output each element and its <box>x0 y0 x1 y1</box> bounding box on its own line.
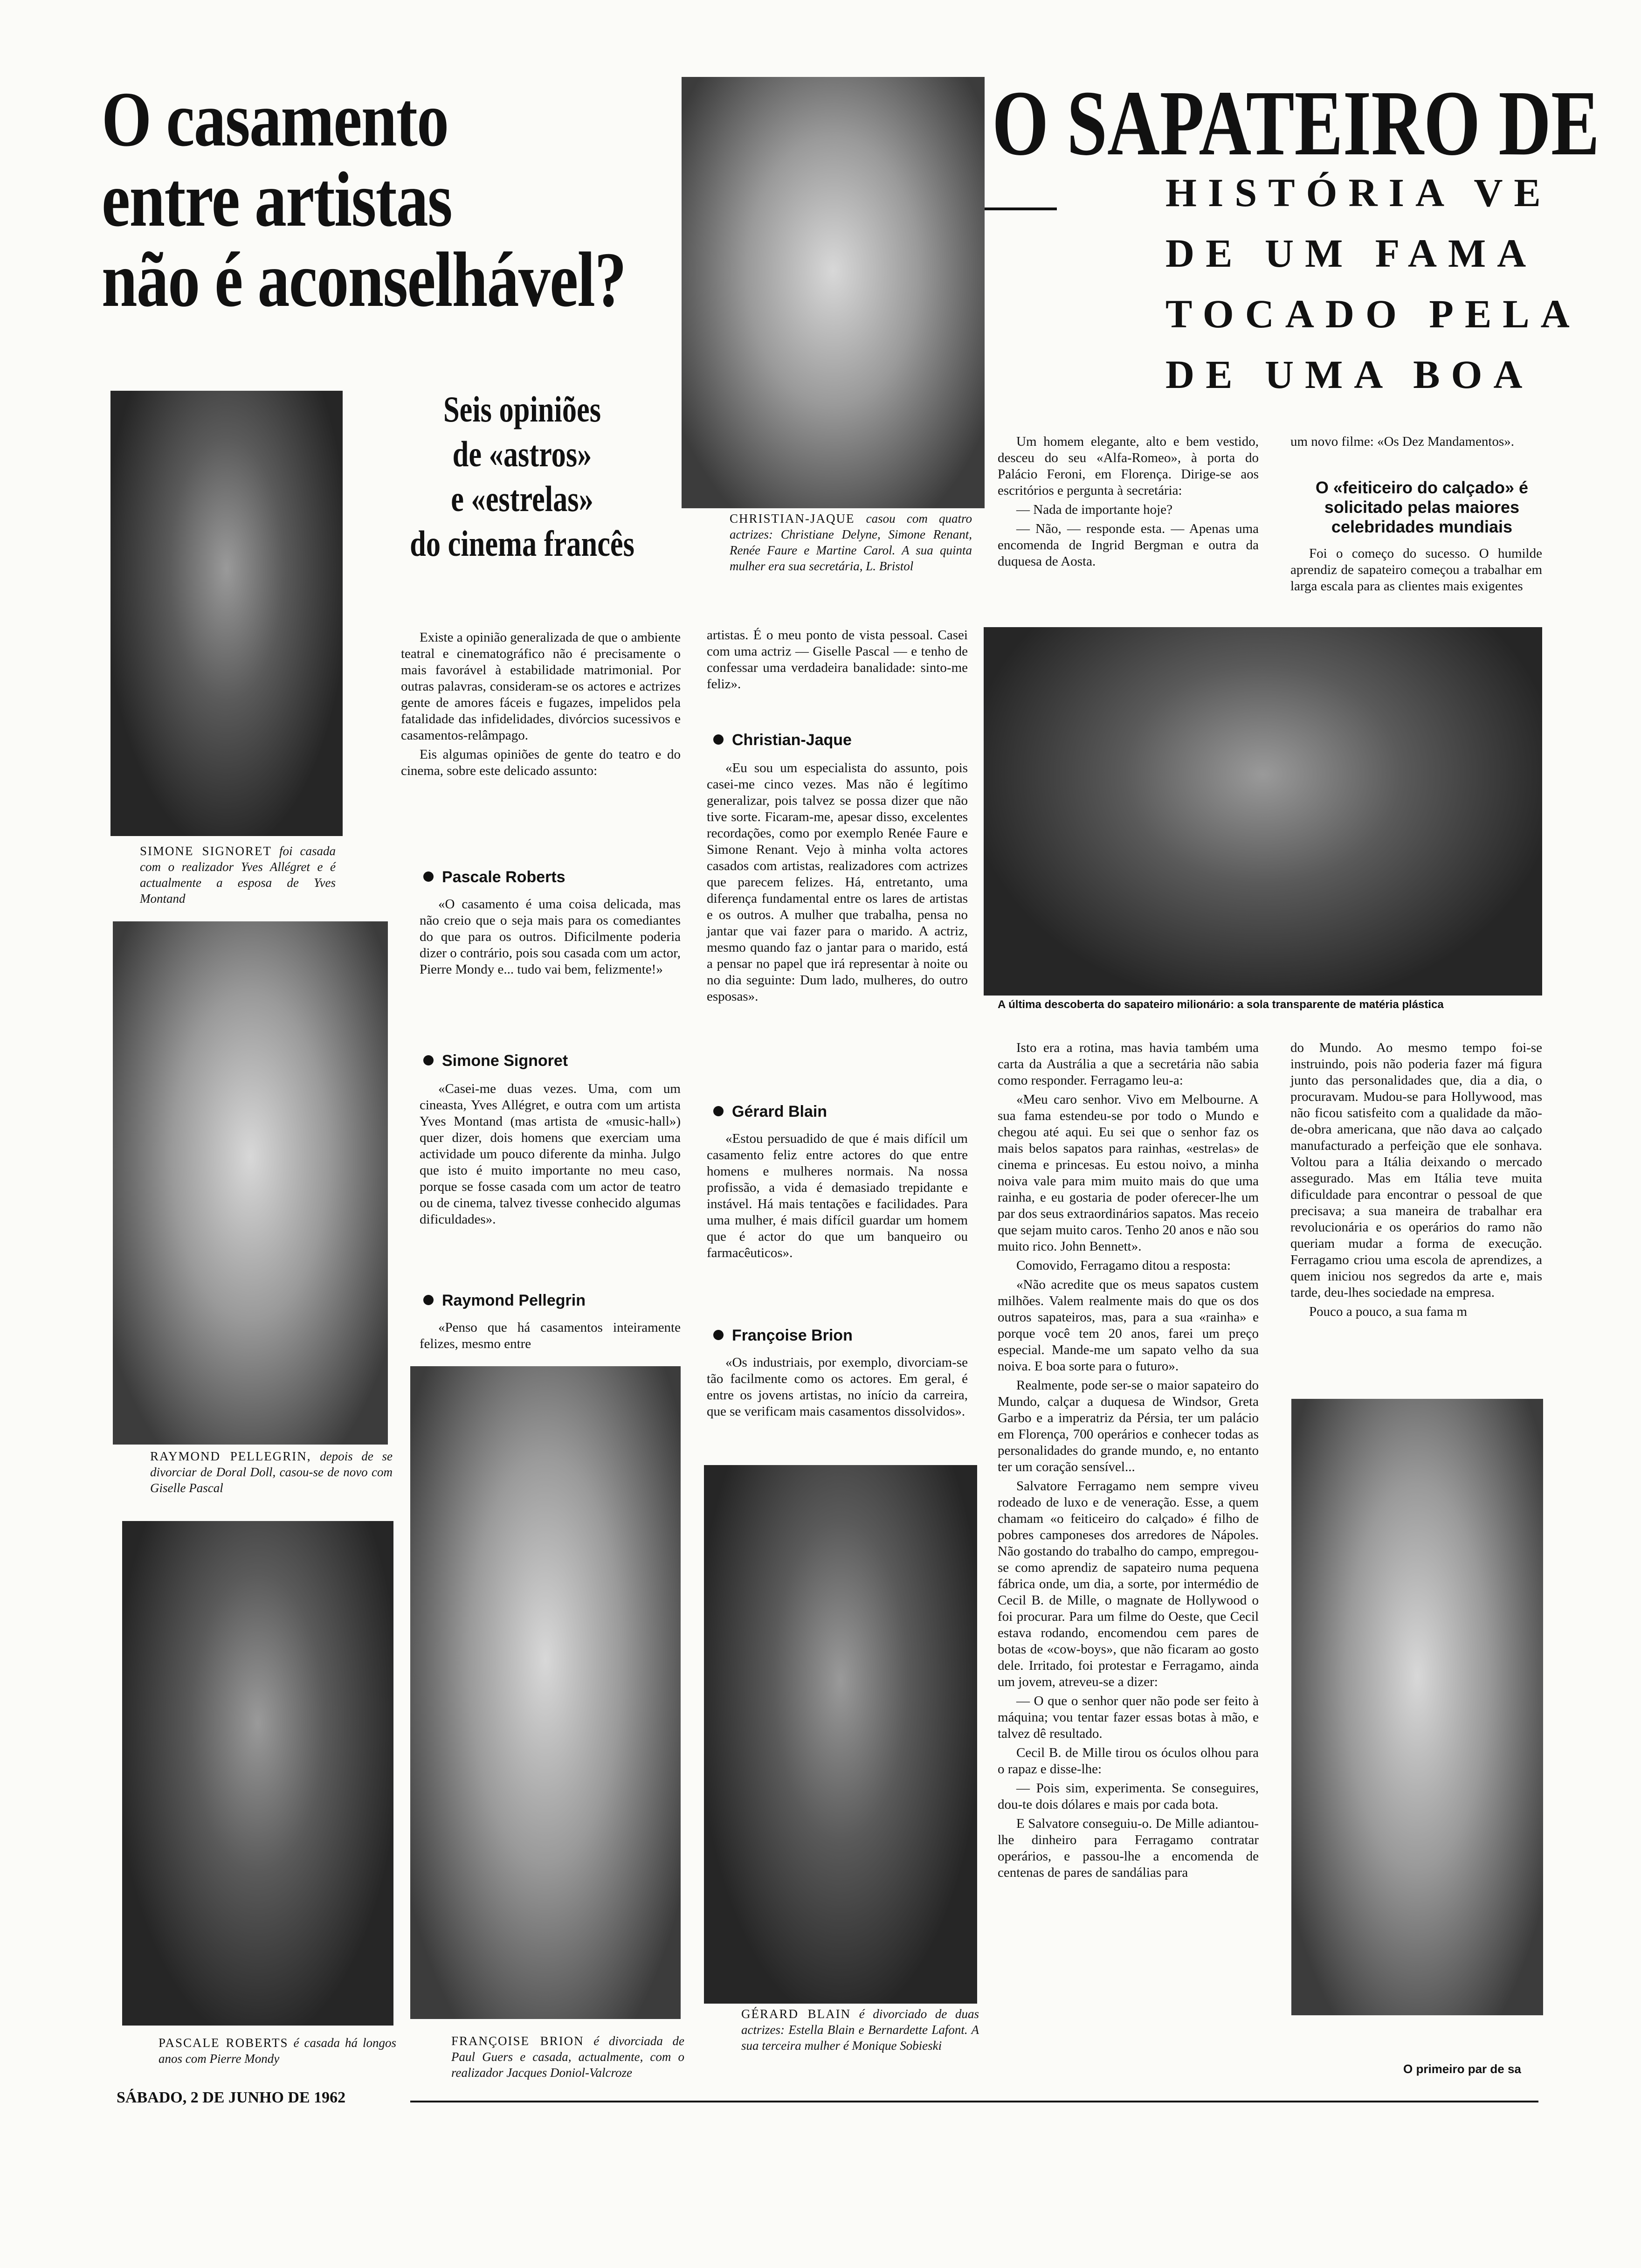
footer-date: SÁBADO, 2 DE JUNHO DE 1962 <box>117 2089 346 2106</box>
right-subhead-3: TOCADO PELA <box>1165 291 1581 336</box>
photo-transparent-sole <box>984 627 1542 996</box>
right-subhead-2: DE UM FAMA <box>1165 231 1538 276</box>
caption-shoe: A última descoberta do sapateiro milionário: a sola transparente de matéria plástica <box>998 998 1444 1011</box>
sub-headline-deck: Seis opiniões de «astros» e «estrelas» do cinema francês <box>410 389 634 564</box>
sapateiro-top-right: um novo filme: «Os Dez Mandamentos». <box>1290 434 1515 449</box>
subhead-gerard-blain: Gérard Blain <box>713 1103 827 1121</box>
sapateiro-top-right-2: Foi o começo do sucesso. O humilde aprendiz de sapateiro começou a trabalhar em larga escala para as clientes mais exigentes <box>1290 546 1542 594</box>
opinion-pellegrin: «Penso que há casamentos inteiramente felizes, mesmo entre <box>420 1320 681 1351</box>
headline-dash <box>985 207 1057 210</box>
article-column-2: Existe a opinião generalizada de que o ambiente teatral e cinematográfico não é precisamente o mais favorável à estabilidade matrimonial. Por outras palavras, consideram-se os actores e actrizes gente de amores fáceis e fugazes, impelidos pela fatalidade das infidelidades, divórcios sucessivos e casamentos-relâmpago. Eis algumas opiniões de gente do teatro e do cinema, sobre este delicado assunto: <box>401 630 681 778</box>
caption-brion: FRANÇOISE BRION é divorciada de Paul Guers e casada, actualmente, com o realizador Jacques Doniol-Valcroze <box>451 2034 684 2080</box>
opinion-gerard-blain: «Estou persuadido de que é mais difícil um casamento feliz entre actores do que entre homens e mulheres normais. Na nossa profissão, a vida é demasiado trepidante e instável. Há mais tentações e facilidades. Para uma mulher, é mais difícil guardar um homem que é actor do que um banqueiro ou farmacêuticos». <box>707 1131 968 1260</box>
caption-first-pair: O primeiro par de sa <box>1403 2062 1521 2076</box>
photo-gerard-blain <box>704 1465 977 2004</box>
photo-pascale-roberts <box>122 1521 393 2026</box>
photo-christian-jaque <box>682 77 985 508</box>
subhead-francoise-brion: Françoise Brion <box>713 1327 853 1345</box>
opinion-signoret: «Casei-me duas vezes. Uma, com um cineasta, Yves Allégret, e outra com um artista Yves Montand (mas artista de «music-hall») quer dizer, dois homens que exerciam uma actividade um pouco diferente da minha. Julgo que isto é muito importante no meu caso, porque se fosse casada com um actor de teatro ou de cinema, talvez tivesse conhecido algumas dificuldades». <box>420 1081 681 1227</box>
opinion-francoise-brion: «Os industriais, por exemplo, divorciam-se tão facilmente como os actores. Em geral, é entre os jovens artistas, no início da carreira, que se verificam mais casamentos dissolvidos». <box>707 1355 968 1419</box>
sapateiro-intro: Um homem elegante, alto e bem vestido, desceu do seu «Alfa-Romeo», à porta do Palácio Feroni, em Florença. Dirige-se aos escritórios e pergunta à secretária: — Nada de importante hoje? — Não, — responde esta. — Apenas uma encomenda de Ingrid Bergman e outra da duquesa de Aosta. <box>998 434 1259 569</box>
caption-christian-jaque: CHRISTIAN-JAQUE casou com quatro actrizes: Christiane Delyne, Simone Renant, Renée Faure e Martine Carol. A sua quinta mulher era sua secretária, L. Bristol <box>730 512 972 573</box>
right-headline: O SAPATEIRO DE <box>992 72 1600 175</box>
subhead-pascale-roberts: Pascale Roberts <box>423 868 565 886</box>
subhead-christian-jaque: Christian-Jaque <box>713 731 852 749</box>
main-headline: O casamento entre artistas não é aconselhável? <box>102 76 626 323</box>
opinion-christian-jaque: «Eu sou um especialista do assunto, pois casei-me cinco vezes. Mas não é legítimo generalizar, pois talvez se possa dizer que não tive sorte. Ficaram-me, apesar disso, excelentes recordações, como por exemplo Renée Faure e Simone Renant. Vejo à minha volta actores casados com artistas, realizadores com actrizes que parecem felizes. Há, entretanto, uma diferença fundamental entre os lares de artistas e os outros. A mulher que trabalha, pensa no jantar que vai fazer para o marido. A actriz, mesmo quando faz o jantar para o marido, está a pensar no papel que irá representar à noite ou no dia seguinte: Dum lado, mulheres, do outro esposas». <box>707 761 968 1004</box>
photo-simone-signoret <box>110 391 343 836</box>
caption-blain: GÉRARD BLAIN é divorciado de duas actrizes: Estella Blain e Bernardette Lafont. A sua terceira mulher é Monique Sobieski <box>741 2007 979 2053</box>
box-headline: O «feiticeiro do calçado» é solicitado pelas maiores celebridades mundiais <box>1315 478 1529 536</box>
photo-francoise-brion <box>410 1366 681 2019</box>
opinion-roberts: «O casamento é uma coisa delicada, mas não creio que o seja mais para os comediantes do que para os outros. Dificilmente poderia dizer o contrário, pois sou casada com um actor, Pierre Mondy e... tudo vai bem, felizmente!» <box>420 897 681 977</box>
right-subhead-4: DE UMA BOA <box>1165 352 1534 397</box>
sapateiro-column-5: do Mundo. Ao mesmo tempo foi-se instruindo, pois não poderia fazer má figura junto das personalidades que, dia a dia, o procuravam. Mudou-se para Hollywood, mas não ficou satisfeito com a qualidade da mão-de-obra americana, que não dava ao calçado manufacturado a perfeição que ele sonhava. Voltou para a Itália deixando o mercado assegurado. Mas em Itália teve muita dificuldade para encontrar o pessoal de que precisava; a sua maneira de trabalhar era revolucionária e os operários do ramo não queriam mudar a forma de execução. Ferragamo criou uma escola de aprendizes, a quem iniciou nos segredos da arte e, mais tarde, deu-lhes sociedade na empresa. Pouco a pouco, a sua fama m <box>1290 1040 1542 1319</box>
opinion-pellegrin-continued: artistas. É o meu ponto de vista pessoal. Casei com uma actriz — Giselle Pascal — e tenho de confessar uma verdadeira banalidade: sinto-me feliz». <box>707 628 968 691</box>
subhead-raymond-pellegrin: Raymond Pellegrin <box>423 1292 586 1310</box>
subhead-simone-signoret: Simone Signoret <box>423 1052 568 1070</box>
photo-raymond-pellegrin <box>113 921 388 1445</box>
footer-rule <box>410 2101 1538 2102</box>
caption-roberts: PASCALE ROBERTS é casada há longos anos com Pierre Mondy <box>159 2036 397 2066</box>
caption-signoret: SIMONE SIGNORET foi casada com o realizador Yves Allégret e é actualmente a esposa de Yves Montand <box>140 844 336 906</box>
right-subhead-1: HISTÓRIA VE <box>1165 170 1552 215</box>
sapateiro-column-4: Isto era a rotina, mas havia também uma carta da Austrália a que a secretária não sabia como responder. Ferragamo leu-a: «Meu caro senhor. Vivo em Melbourne. A sua fama estendeu-se por todo o Mundo e chegou até aqui. Eu sei que o senhor faz os mais belos sapatos para rainhas, «estrelas» de cinema e princesas. Eu estou noivo, a minha noiva vale para mim muito mais do que uma rainha, e eu gostaria de poder oferecer-lhe um par dos seus extraordinários sapatos. Mas receio que sejam muito caros. Tenho 20 anos e não sou muito rico. John Bennett». Comovido, Ferragamo ditou a resposta: «Não acredite que os meus sapatos custem milhões. Valem realmente mais do que os dos outros sapateiros, mas, para a sua «rainha» e porque você tem 20 anos, farei um preço especial. Mande-me um sapato velho da sua noiva. E boa sorte para o futuro». Realmente, pode ser-se o maior sapateiro do Mundo, calçar a duquesa de Windsor, Greta Garbo e a imperatriz da Pérsia, ter um palácio em Florença, 700 operários e conhecer todas as personalidades do grande mundo, e, no entanto ter um coração sensível... Salvatore Ferragamo nem sempre viveu rodeado de luxo e de veneração. Esse, a quem chamam «o feiticeiro do calçado» é filho de pobres camponeses dos arredores de Nápoles. Não gostando do trabalho do campo, empregou-se como aprendiz de sapateiro numa pequena fábrica onde, um dia, a sorte, por intermédio de Cecil B. de Mille, o magnate de Hollywood o foi procurar. Para um filme do Oeste, que Cecil estava rodando, encomendou cem pares de botas de «cow-boys», que não ficaram ao gosto dele. Irritado, foi protestar e Ferragamo, ainda um jovem, atreveu-se a dizer: — O que o senhor quer não pode ser feito à máquina; vou tentar fazer essas botas à mão, e talvez dê resultado. Cecil B. de Mille tirou os óculos olhou para o rapaz e disse-lhe: — Pois sim, experimenta. Se conseguires, dou-te dois dólares e mais por cada bota. E Salvatore conseguiu-o. De Mille adiantou-lhe dinheiro para Ferragamo contratar operários, e passou-lhe a encomenda de centenas de pares de sandálias para <box>998 1040 1259 1880</box>
caption-pellegrin: RAYMOND PELLEGRIN, depois de se divorciar de Doral Doll, casou-se de novo com Giselle Pascal <box>150 1449 393 1495</box>
photo-first-pair <box>1291 1399 1543 2015</box>
